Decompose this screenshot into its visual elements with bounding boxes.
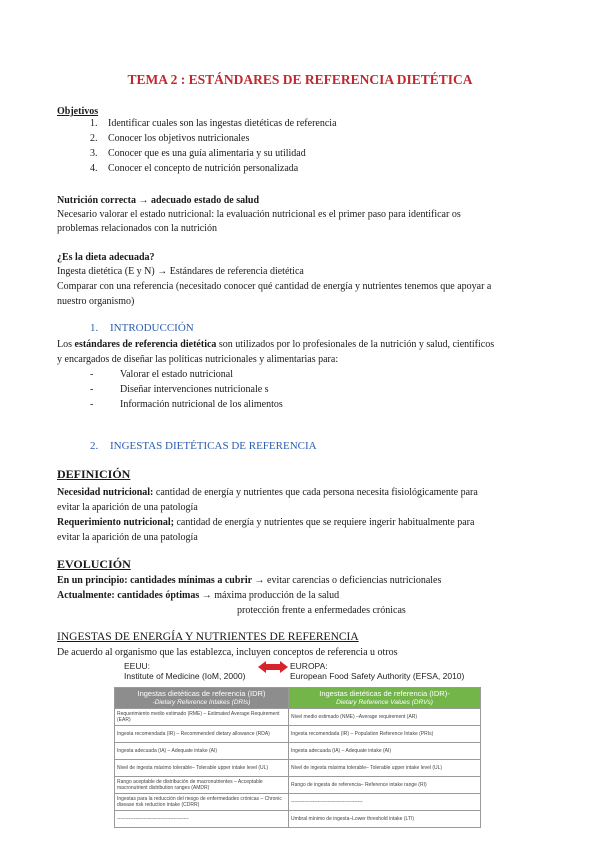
list-text: Conocer que es una guía alimentaria y su utilidad [108, 148, 306, 159]
term-text: cantidad de energía y nutrientes que cada persona necesita fisiológicamente para [153, 487, 478, 498]
definicion-line: evitar la aparición de una patología [57, 532, 198, 543]
table-row [115, 794, 481, 811]
term-text: cantidad de energía y nutrientes que se requiere ingerir habitualmente para [173, 517, 475, 528]
section-heading-introduccion [90, 322, 194, 334]
table-cell: ------------------------------------------- [289, 794, 481, 811]
table-header-left [115, 688, 289, 709]
evolucion-line [57, 573, 441, 588]
definicion-line [57, 515, 474, 530]
ingestas-energia-line: De acuerdo al organismo que las establezca, incluyen conceptos de referencia u otros [57, 647, 398, 658]
table-cell: Ingesta recomendada (IR) – Recommended dietary allowance (RDA) [115, 726, 289, 743]
term-label: Requerimiento nutricional; [57, 517, 174, 528]
evolucion-heading: EVOLUCIÓN [57, 557, 131, 571]
dieta-line: Comparar con una referencia (necesitado conocer qué cantidad de energía y nutrientes tenemos que apoyar a [57, 281, 492, 292]
text-span: Los [57, 339, 75, 350]
definicion-line [57, 485, 478, 500]
table-cell: Umbral mínimo de ingesta–Lower threshold intake (LTI) [289, 811, 481, 828]
list-text: Conocer los objetivos nutricionales [108, 133, 250, 144]
list-item [90, 148, 306, 159]
list-item [90, 163, 298, 174]
header-text: Ingestas dietéticas de referencia (IDR)- [319, 688, 450, 698]
header-sub: -Dietary Reference Intakes (DRIs) [152, 698, 251, 706]
evolucion-line: protección frente a enfermedades crónicas [237, 605, 406, 616]
dieta-heading: ¿Es la dieta adecuada? [57, 252, 155, 263]
europa-label-block [290, 661, 464, 681]
table-cell: Requerimiento medio estimado (RME) – Estimated Average Requirement (EAR) [115, 709, 289, 726]
europa-label: EUROPA: [290, 661, 328, 671]
list-item [90, 133, 249, 144]
text-span: son utilizados por lo profesionales de la nutrición y salud, científicos [216, 339, 495, 350]
dash-bullet: - [90, 399, 94, 410]
dri-comparison-figure [110, 657, 482, 848]
table-cell: Rango aceptable de distribución de macronutrientes – Acceptable macronutrient distribution ranges (AMDR) [115, 777, 289, 794]
header-text: Ingestas dietéticas de referencia (IDR) [137, 688, 266, 698]
bullet-item [90, 367, 233, 382]
intro-paragraph-line [57, 337, 494, 352]
bullet-item [90, 397, 283, 412]
dieta-line: Ingesta dietética (E y N) → Estándares de referencia dietética [57, 266, 304, 277]
dri-table [114, 687, 481, 828]
table-cell: Ingestas para la reducción del riesgo de enfermedades crónicas – Chronic disease risk reduction intake (CDRR) [115, 794, 289, 811]
table-row [115, 743, 481, 760]
list-number: 3. [90, 148, 98, 159]
bullet-text: Diseñar intervenciones nutricionale s [120, 384, 269, 395]
eeuu-label: EEUU: [124, 661, 150, 671]
table-cell: ------------------------------------------- [115, 811, 289, 828]
dash-bullet: - [90, 384, 94, 395]
nutricion-line: Necesario valorar el estado nutricional: la evaluación nutricional es el primer paso para identificar os [57, 209, 461, 220]
bullet-text: Valorar el estado nutricional [120, 369, 234, 380]
list-text: Identificar cuales son las ingestas dietéticas de referencia [108, 118, 337, 129]
section-title: INTRODUCCIÓN [110, 322, 194, 334]
bullet-text: Información nutricional de los alimentos [120, 399, 283, 410]
eeuu-label-block [124, 661, 245, 681]
term-label: Actualmente: cantidades óptimas [57, 590, 200, 601]
header-sub: Dietary Reference Values (DRVs) [336, 698, 433, 706]
dash-bullet: - [90, 369, 94, 380]
dieta-line: nuestro organismo) [57, 296, 135, 307]
europa-org: European Food Safety Authority (EFSA, 2010) [290, 671, 465, 681]
table-row [115, 726, 481, 743]
section-heading-ingestas [90, 440, 317, 452]
nutricion-line: problemas relacionados con la nutrición [57, 223, 217, 234]
ingestas-energia-heading: INGESTAS DE ENERGÍA Y NUTRIENTES DE REFERENCIA [57, 631, 359, 643]
table-header-right [289, 688, 481, 709]
definicion-heading: DEFINICIÓN [57, 467, 131, 481]
definicion-line: evitar la aparición de una patología [57, 502, 198, 513]
section-title: INGESTAS DIETÉTICAS DE REFERENCIA [110, 440, 317, 452]
table-cell: Nivel de ingesta máximo tolerable– Tolerable upper intake level (UL) [115, 760, 289, 777]
list-number: 2. [90, 133, 98, 144]
table-cell: Nivel de ingesta máxima tolerable– Tolerable upper intake level (UL) [289, 760, 481, 777]
list-number: 4. [90, 163, 98, 174]
table-cell: Nivel medio estimado (NME) –Average requirement (AR) [289, 709, 481, 726]
double-arrow-icon [258, 661, 288, 673]
section-number: 2. [90, 440, 99, 452]
term-label: En un principio: cantidades mínimas a cubrir [57, 575, 253, 586]
table-row [115, 709, 481, 726]
list-number: 1. [90, 118, 98, 129]
table-cell: Rango de ingesta de referencia– Reference intake range (RI) [289, 777, 481, 794]
section-number: 1. [90, 322, 99, 334]
page-title: TEMA 2 : ESTÁNDARES DE REFERENCIA DIETÉTICA [127, 72, 473, 87]
term-text: → evitar carencias o deficiencias nutricionales [252, 575, 442, 586]
table-cell: Ingesta adecuada (IA) – Adequate intake (AI) [289, 743, 481, 760]
table-row [115, 760, 481, 777]
eeuu-org: Institute of Medicine (IoM, 2000) [124, 671, 246, 681]
table-row [115, 777, 481, 794]
table-row [115, 811, 481, 828]
nutricion-heading: Nutrición correcta → adecuado estado de salud [57, 195, 260, 206]
evolucion-line [57, 588, 339, 603]
objetivos-heading: Objetivos [57, 106, 99, 117]
term-label: Necesidad nutricional: [57, 487, 154, 498]
table-cell: Ingesta recomendada (IR) – Population Reference Intake (PRIs) [289, 726, 481, 743]
list-item [90, 118, 337, 129]
term-text: → máxima producción de la salud [199, 590, 340, 601]
bold-term: estándares de referencia dietética [74, 339, 217, 350]
list-text: Conocer el concepto de nutrición personalizada [108, 163, 299, 174]
table-cell: Ingesta adecuada (IA) – Adequate intake (AI) [115, 743, 289, 760]
intro-paragraph-line: y encargados de diseñar las políticas nutricionales y alimentarias para: [57, 354, 339, 365]
bullet-item [90, 382, 269, 397]
table-header-row [115, 688, 481, 709]
